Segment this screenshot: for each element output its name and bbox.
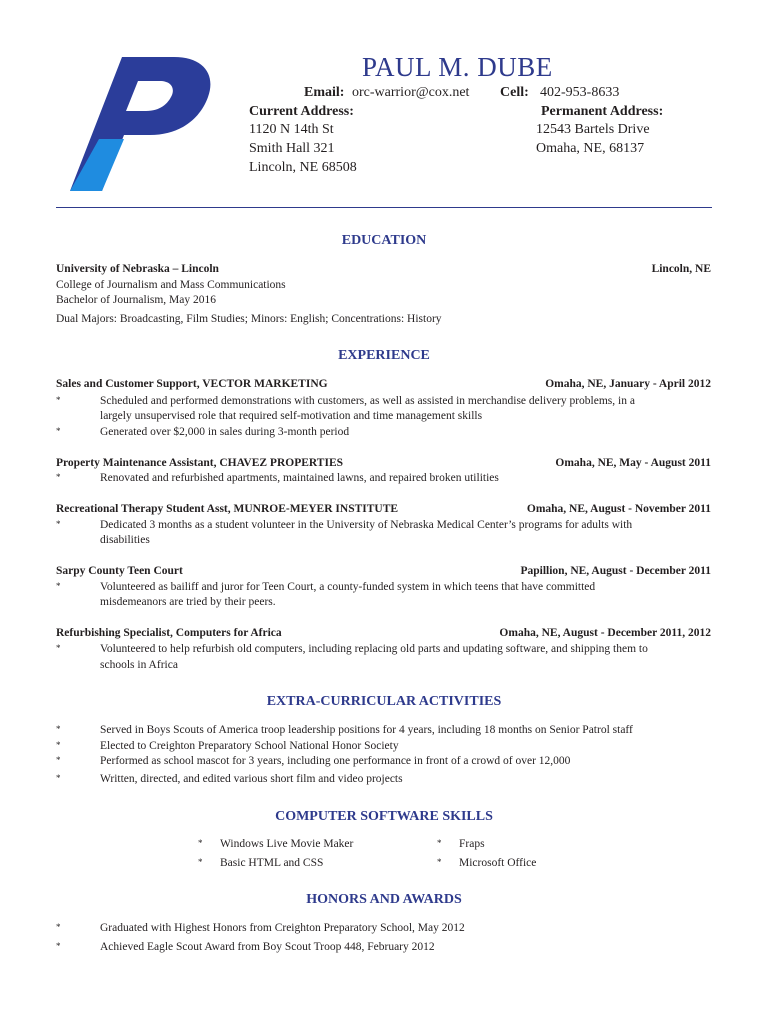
job-bullet: Scheduled and performed demonstrations with customers, as well as assisted in merchandise delivery problems, in a [100, 395, 635, 407]
job-where: Omaha, NE, January - April 2012 [545, 378, 711, 390]
honor-item: Achieved Eagle Scout Award from Boy Scout Troop 448, February 2012 [100, 941, 435, 953]
bullet-marker: * [56, 922, 61, 932]
honors-heading: HONORS AND AWARDS [306, 892, 462, 907]
job-title: Refurbishing Specialist, Computers for Africa [56, 627, 282, 639]
bullet-marker: * [198, 838, 203, 848]
header-divider [56, 207, 712, 208]
job-bullet: misdemeanors are tried by their peers. [100, 596, 276, 608]
education-line: College of Journalism and Mass Communications [56, 279, 286, 291]
bullet-marker: * [56, 755, 61, 765]
p-logo [62, 55, 212, 191]
job-title: Sales and Customer Support, VECTOR MARKETING [56, 378, 328, 390]
applicant-name: PAUL M. DUBE [362, 52, 553, 82]
job-bullet: largely unsupervised role that required self-motivation and time management skills [100, 410, 483, 422]
permanent-address-line: Omaha, NE, 68137 [536, 141, 645, 156]
bullet-marker: * [56, 472, 61, 482]
activities-heading: EXTRA-CURRICULAR ACTIVITIES [266, 694, 502, 709]
bullet-marker: * [56, 773, 61, 783]
current-address-line: Smith Hall 321 [249, 141, 335, 156]
cell-value: 402-953-8633 [540, 85, 620, 100]
bullet-marker: * [56, 395, 61, 405]
bullet-marker: * [198, 857, 203, 867]
bullet-marker: * [56, 740, 61, 750]
education-line: Bachelor of Journalism, May 2016 [56, 294, 217, 306]
skills-heading: COMPUTER SOFTWARE SKILLS [275, 809, 493, 824]
education-line: Dual Majors: Broadcasting, Film Studies; Minors: English; Concentrations: History [56, 313, 442, 325]
activity-item: Elected to Creighton Preparatory School National Honor Society [100, 740, 399, 752]
activity-item: Written, directed, and edited various short film and video projects [100, 773, 403, 785]
job-bullet: Volunteered to help refurbish old computers, including replacing old parts and updating software, and shipping them to [100, 643, 648, 655]
skill-item: Microsoft Office [459, 857, 537, 869]
job-where: Omaha, NE, August - December 2011, 2012 [499, 627, 711, 639]
school-location: Lincoln, NE [651, 263, 711, 275]
current-address-line: Lincoln, NE 68508 [249, 160, 357, 175]
bullet-marker: * [56, 426, 61, 436]
job-where: Omaha, NE, May - August 2011 [555, 457, 711, 469]
bullet-marker: * [56, 724, 61, 734]
experience-heading: EXPERIENCE [338, 348, 430, 363]
activity-item: Served in Boys Scouts of America troop leadership positions for 4 years, including 18 months on Senior Patrol staff [100, 724, 633, 736]
permanent-address-line: 12543 Bartels Drive [536, 122, 650, 137]
job-title: Recreational Therapy Student Asst, MUNROE-MEYER INSTITUTE [56, 503, 399, 515]
email-value: orc-warrior@cox.net [352, 85, 470, 100]
permanent-address-label: Permanent Address: [541, 104, 664, 119]
job-where: Omaha, NE, August - November 2011 [526, 503, 711, 515]
bullet-marker: * [437, 857, 442, 867]
bullet-marker: * [56, 643, 61, 653]
bullet-marker: * [56, 519, 61, 529]
school-name: University of Nebraska – Lincoln [56, 263, 219, 275]
bullet-marker: * [437, 838, 442, 848]
skill-item: Basic HTML and CSS [220, 857, 324, 869]
job-where: Papillion, NE, August - December 2011 [520, 565, 711, 577]
bullet-marker: * [56, 941, 61, 951]
current-address-label: Current Address: [249, 104, 354, 119]
activity-item: Performed as school mascot for 3 years, including one performance in front of a crowd of over 12,000 [100, 755, 571, 767]
job-title: Sarpy County Teen Court [56, 565, 183, 577]
skill-item: Fraps [459, 838, 485, 850]
cell-label: Cell: [500, 85, 529, 100]
job-bullet: disabilities [100, 534, 150, 546]
current-address-line: 1120 N 14th St [249, 122, 334, 137]
education-heading: EDUCATION [341, 233, 427, 248]
job-bullet: Volunteered as bailiff and juror for Teen Court, a county-funded system in which teens that have committed [100, 581, 596, 593]
job-bullet: Generated over $2,000 in sales during 3-month period [100, 426, 350, 438]
bullet-marker: * [56, 581, 61, 591]
honor-item: Graduated with Highest Honors from Creighton Preparatory School, May 2012 [100, 922, 465, 934]
job-bullet: Dedicated 3 months as a student volunteer in the University of Nebraska Medical Center’s programs for adults with [100, 519, 633, 531]
job-title: Property Maintenance Assistant, CHAVEZ PROPERTIES [56, 457, 344, 469]
job-bullet: schools in Africa [100, 659, 178, 671]
job-bullet: Renovated and refurbished apartments, maintained lawns, and repaired broken utilities [100, 472, 499, 484]
skill-item: Windows Live Movie Maker [220, 838, 354, 850]
email-label: Email: [304, 85, 345, 100]
